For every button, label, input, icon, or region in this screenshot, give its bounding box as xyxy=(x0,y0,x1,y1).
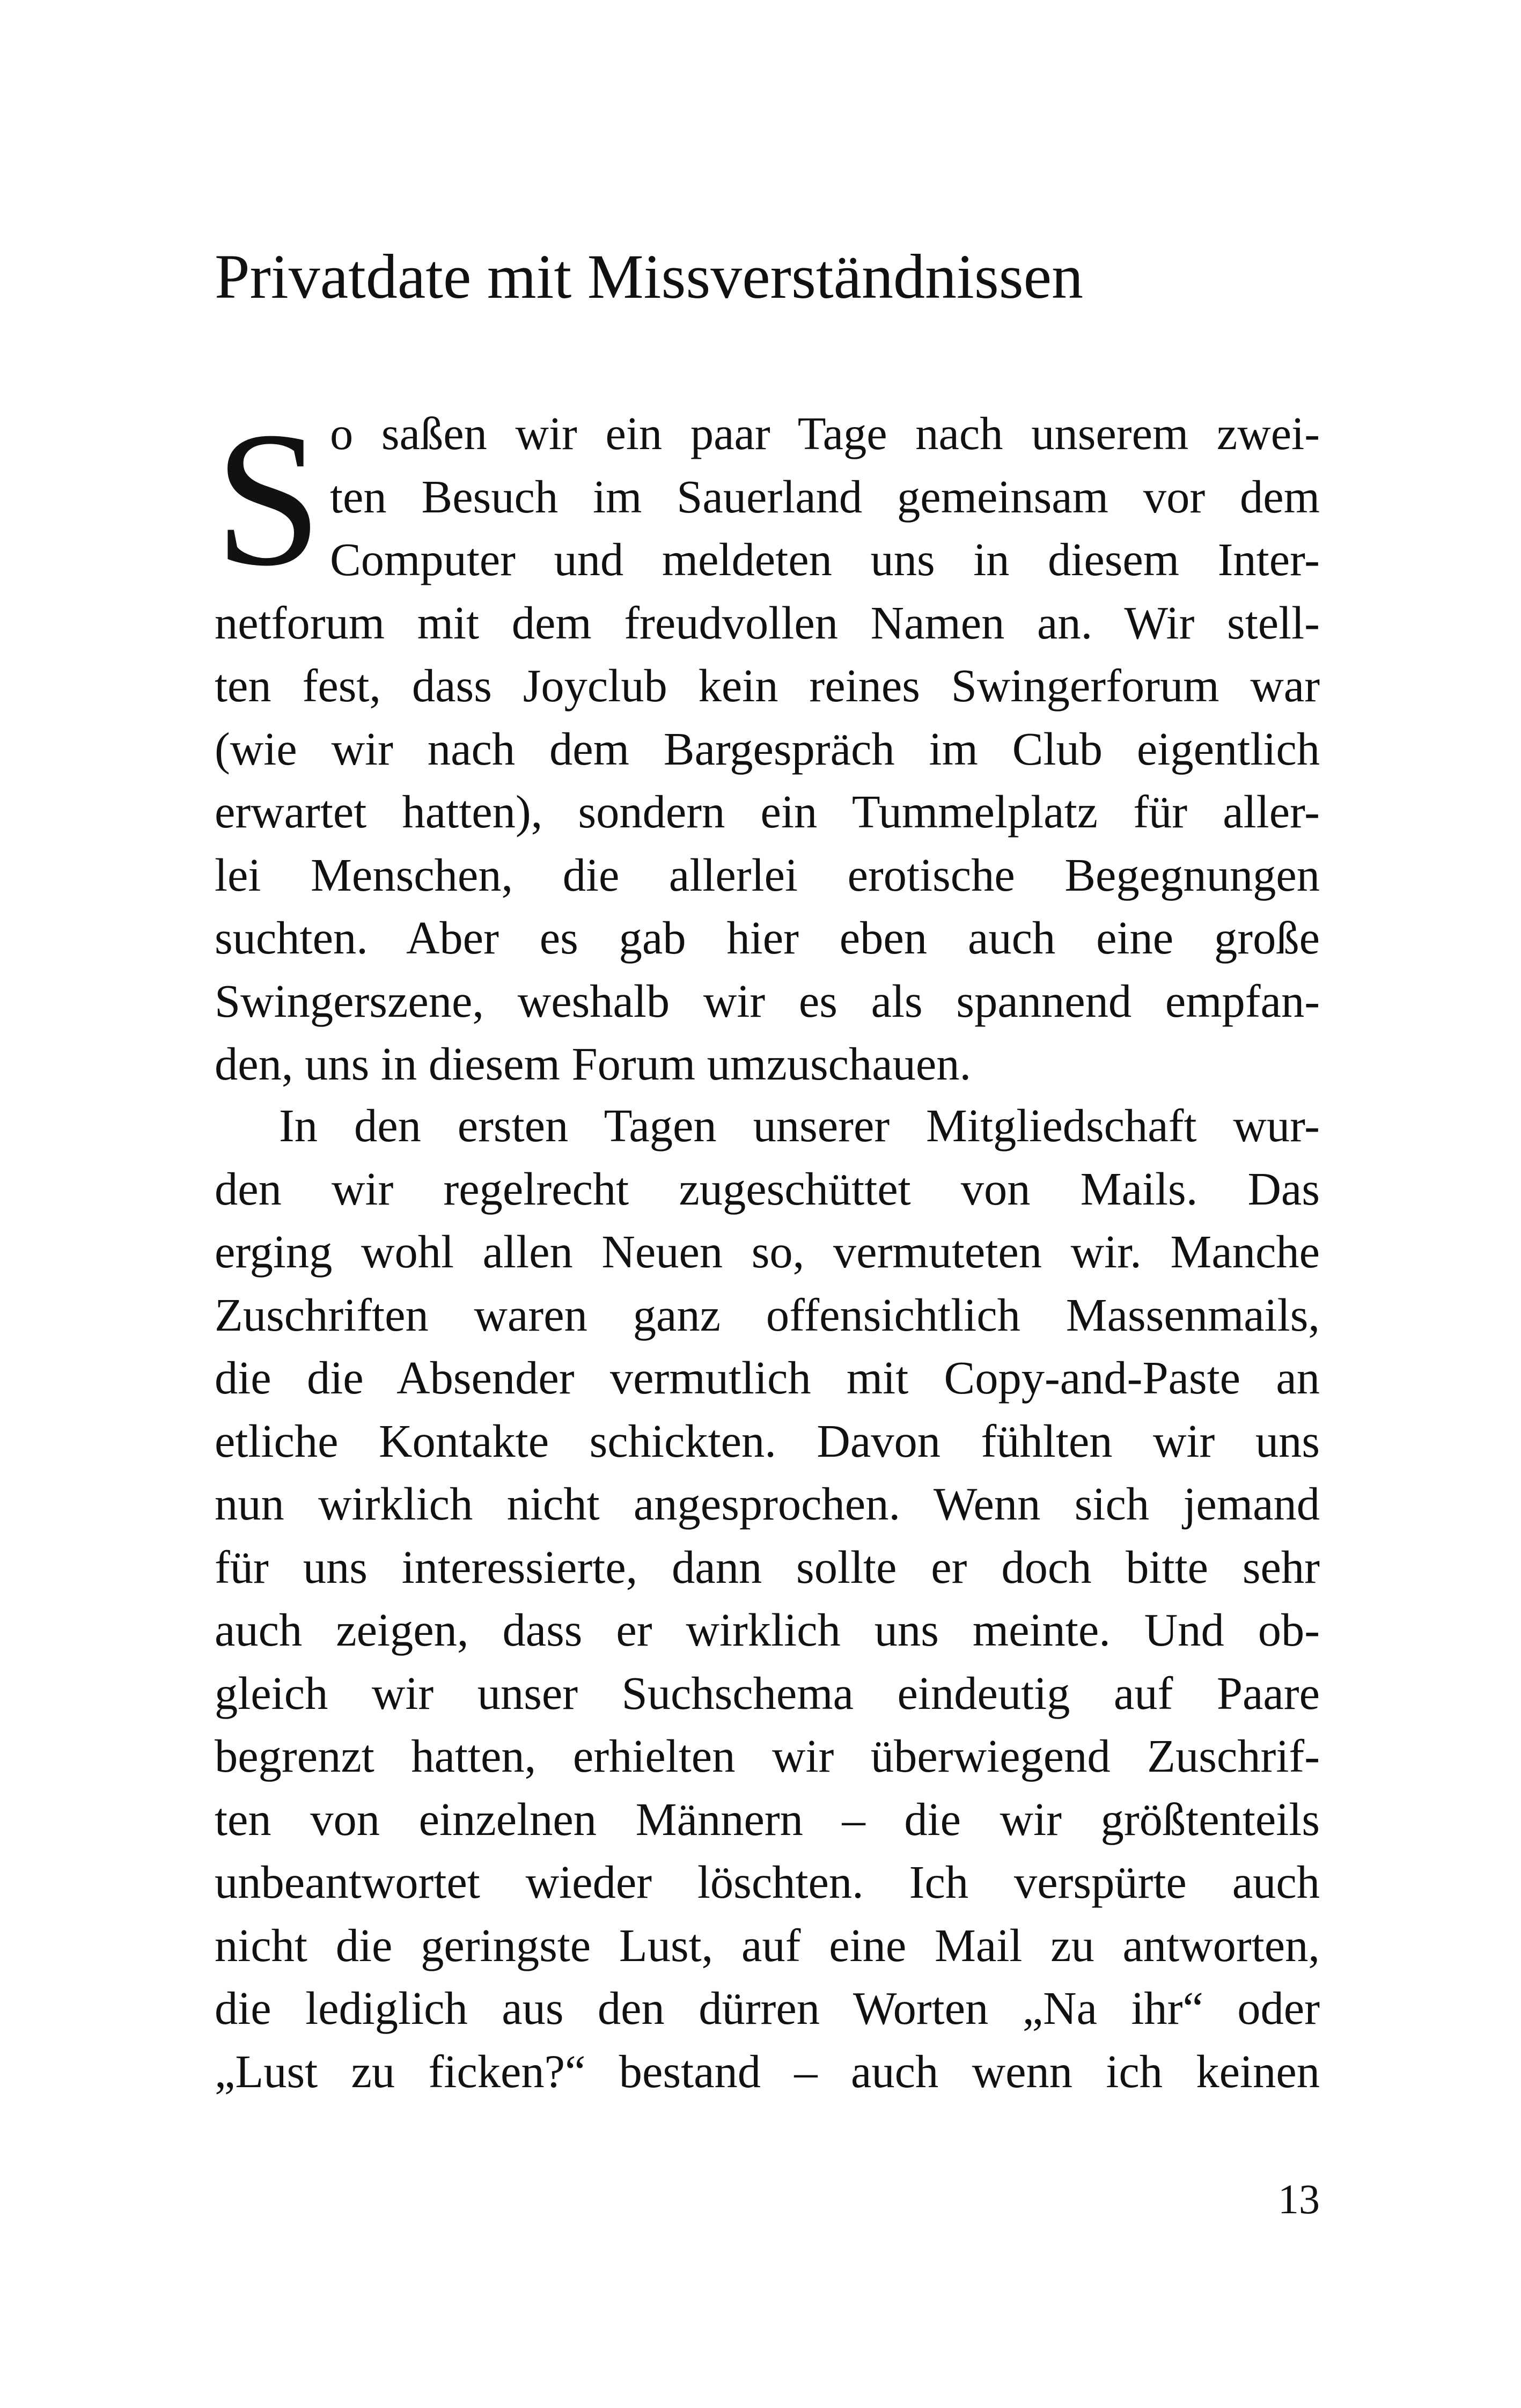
text-line: ten fest, dass Joyclub kein reines Swingerforum war xyxy=(215,660,1320,711)
text-line: (wie wir nach dem Bargespräch im Club eigentlich xyxy=(215,723,1320,775)
text-line: nicht die geringste Lust, auf eine Mail zu antworten, xyxy=(215,1919,1320,1971)
text-line: lei Menschen, die allerlei erotische Begegnungen xyxy=(215,849,1320,901)
text-line: Zuschriften waren ganz offensichtlich Massenmails, xyxy=(215,1289,1320,1341)
text-line: In den ersten Tagen unserer Mitgliedschaft wur- xyxy=(279,1100,1320,1151)
page-number: 13 xyxy=(1278,2176,1320,2222)
text-line: begrenzt hatten, erhielten wir überwiegend Zuschrif- xyxy=(215,1730,1320,1782)
text-line: o saßen wir ein paar Tage nach unserem zwei- xyxy=(330,408,1320,459)
text-line: ten Besuch im Sauerland gemeinsam vor dem xyxy=(330,471,1320,523)
text-line: suchten. Aber es gab hier eben auch eine große xyxy=(215,912,1320,964)
text-line: gleich wir unser Suchschema eindeutig auf Paare xyxy=(215,1667,1320,1719)
paragraph-2 xyxy=(215,1095,1320,2103)
paragraph-1 xyxy=(215,392,1320,1095)
text-line: Swingerszene, weshalb wir es als spannend empfan- xyxy=(215,975,1320,1027)
text-line: für uns interessierte, dann sollte er doch bitte sehr xyxy=(215,1541,1320,1593)
text-line: den wir regelrecht zugeschüttet von Mails. Das xyxy=(215,1163,1320,1215)
text-line: etliche Kontakte schickten. Davon fühlten wir uns xyxy=(215,1415,1320,1467)
drop-cap: S xyxy=(215,392,322,606)
text-line: die lediglich aus den dürren Worten „Na ihr“ oder xyxy=(215,1983,1320,2034)
body-text xyxy=(215,392,1320,2103)
text-line: die die Absender vermutlich mit Copy-and-Paste an xyxy=(215,1352,1320,1404)
text-line: den, uns in diesem Forum umzuschauen. xyxy=(215,1038,972,1090)
paragraph-1-lines xyxy=(215,392,1320,1096)
text-line: „Lust zu ficken?“ bestand – auch wenn ich keinen xyxy=(215,2045,1320,2097)
text-line: auch zeigen, dass er wirklich uns meinte. Und ob- xyxy=(215,1604,1320,1656)
chapter-title: Privatdate mit Missverständnissen xyxy=(215,241,1084,312)
text-line: nun wirklich nicht angesprochen. Wenn sich jemand xyxy=(215,1478,1320,1530)
text-line: Computer und meldeten uns in diesem Inter- xyxy=(330,534,1320,585)
text-line: unbeantwortet wieder löschten. Ich verspürte auch xyxy=(215,1856,1320,1908)
text-line: netforum mit dem freudvollen Namen an. Wir stell- xyxy=(215,597,1320,649)
text-line: erging wohl allen Neuen so, vermuteten wir. Manche xyxy=(215,1226,1320,1278)
text-line: erwartet hatten), sondern ein Tummelplatz für aller- xyxy=(215,786,1320,838)
text-line: ten von einzelnen Männern – die wir größtenteils xyxy=(215,1793,1320,1845)
